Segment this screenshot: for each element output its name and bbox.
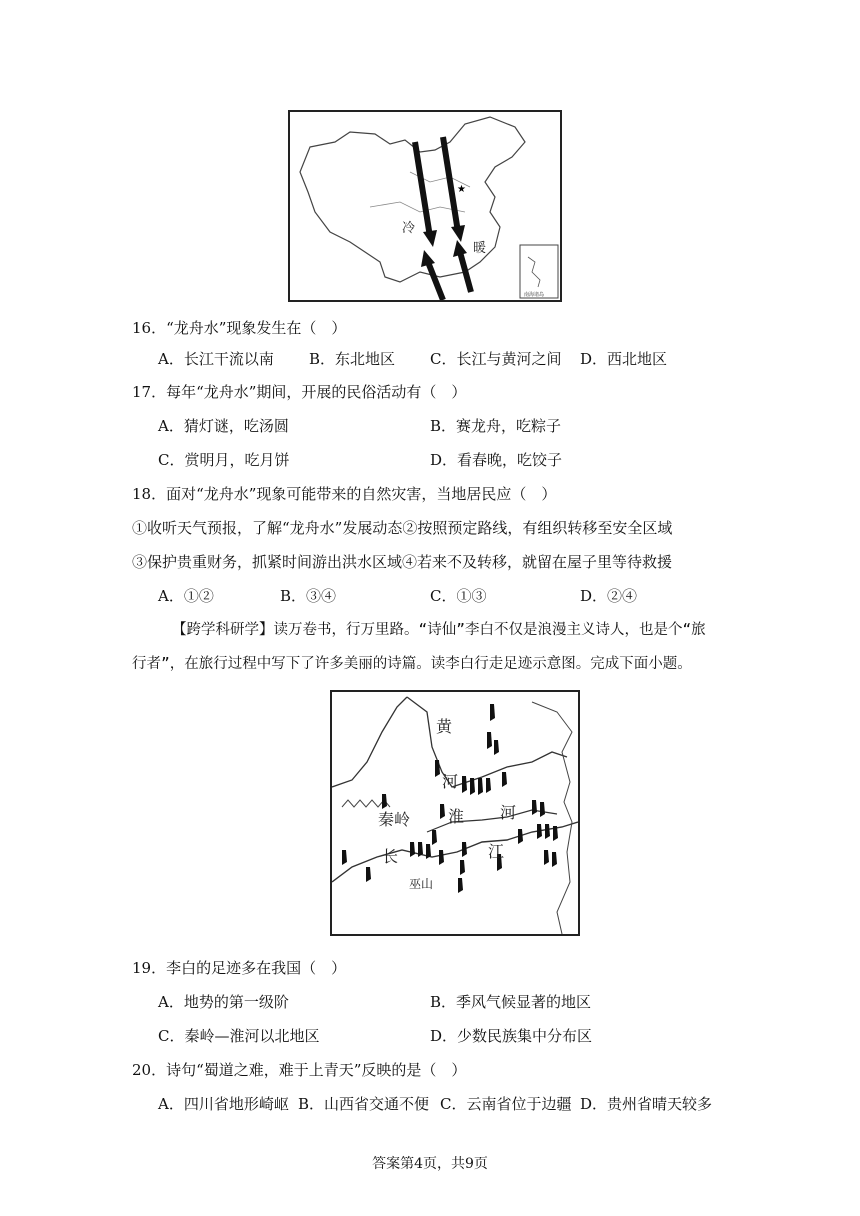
- q16-option-d[interactable]: D．西北地区: [580, 350, 668, 368]
- warm-air-arrows: [421, 240, 471, 300]
- label-wushan: 巫山: [409, 877, 434, 891]
- q20-option-c[interactable]: C．云南省位于边疆: [440, 1095, 572, 1113]
- label-huang: 黄: [436, 717, 453, 736]
- page-footer: 答案第4页，共9页: [372, 1156, 488, 1172]
- intro-paragraph-line1: 【跨学科研学】读万卷书，行万里路。“诗仙”李白不仅是浪漫主义诗人，也是个“旅: [172, 622, 706, 638]
- q20-option-a[interactable]: A．四川省地形崎岖: [158, 1095, 289, 1113]
- q18-option-a[interactable]: A．①②: [158, 587, 214, 605]
- china-monsoon-map-drawing: [290, 112, 560, 300]
- question-18-stem: 18．面对“龙舟水”现象可能带来的自然灾害，当地居民应（ ）: [132, 485, 557, 503]
- q17-option-c[interactable]: C．赏明月，吃月饼: [158, 451, 290, 469]
- label-he-2: 河: [500, 803, 517, 822]
- q16-option-a[interactable]: A．长江干流以南: [158, 350, 274, 368]
- q17-option-b[interactable]: B．赛龙舟，吃粽子: [430, 417, 562, 435]
- q18-option-b[interactable]: B．③④: [280, 587, 337, 605]
- q17-option-a[interactable]: A．猜灯谜，吃汤圆: [158, 417, 289, 435]
- q18-statements-line2: ③保护贵重财务，抓紧时间游出洪水区域④若来不及转移，就留在屋子里等待救援: [132, 553, 673, 571]
- label-qinling: 秦岭: [378, 810, 411, 829]
- star-icon: ★: [457, 184, 466, 195]
- q19-option-c[interactable]: C．秦岭—淮河以北地区: [158, 1027, 320, 1045]
- inset-caption: 南海诸岛: [524, 292, 545, 298]
- question-16-stem: 16．“龙舟水”现象发生在（ ）: [132, 319, 347, 337]
- intro-paragraph-line2: 行者”，在旅行过程中写下了许多美丽的诗篇。读李白行走足迹示意图。完成下面小题。: [132, 656, 692, 672]
- q19-option-d[interactable]: D．少数民族集中分布区: [430, 1027, 593, 1045]
- label-he-1: 河: [442, 772, 459, 791]
- q17-option-d[interactable]: D．看春晚，吃饺子: [430, 451, 563, 469]
- q18-option-d[interactable]: D．②④: [580, 587, 638, 605]
- q20-option-b[interactable]: B．山西省交通不便: [298, 1095, 430, 1113]
- china-outline: [300, 117, 525, 282]
- question-20-stem: 20．诗句“蜀道之难，难于上青天”反映的是（ ）: [132, 1061, 467, 1079]
- coastline: [532, 702, 572, 934]
- cold-label: 冷: [402, 221, 416, 236]
- south-sea-inset: [520, 245, 558, 298]
- q16-option-b[interactable]: B．东北地区: [309, 350, 396, 368]
- q18-option-c[interactable]: C．①③: [430, 587, 487, 605]
- label-chang: 长: [382, 847, 399, 866]
- q18-statements-line1: ①收听天气预报，了解“龙舟水”发展动态②按照预定路线，有组织转移至安全区域: [132, 519, 673, 537]
- question-19-stem: 19．李白的足迹多在我国（ ）: [132, 959, 347, 977]
- warm-label: 暖: [473, 241, 487, 256]
- q16-option-c[interactable]: C．长江与黄河之间: [430, 350, 562, 368]
- q19-option-a[interactable]: A．地势的第一级阶: [158, 993, 289, 1011]
- libai-footprint-map: [330, 690, 580, 936]
- china-monsoon-map: [288, 110, 562, 302]
- label-huai: 淮: [448, 807, 465, 826]
- label-jiang: 江: [488, 842, 505, 861]
- q20-option-d[interactable]: D．贵州省晴天较多: [580, 1095, 713, 1113]
- libai-footprint-map-drawing: [332, 692, 578, 934]
- question-17-stem: 17．每年“龙舟水”期间，开展的民俗活动有（ ）: [132, 383, 467, 401]
- q19-option-b[interactable]: B．季风气候显著的地区: [430, 993, 592, 1011]
